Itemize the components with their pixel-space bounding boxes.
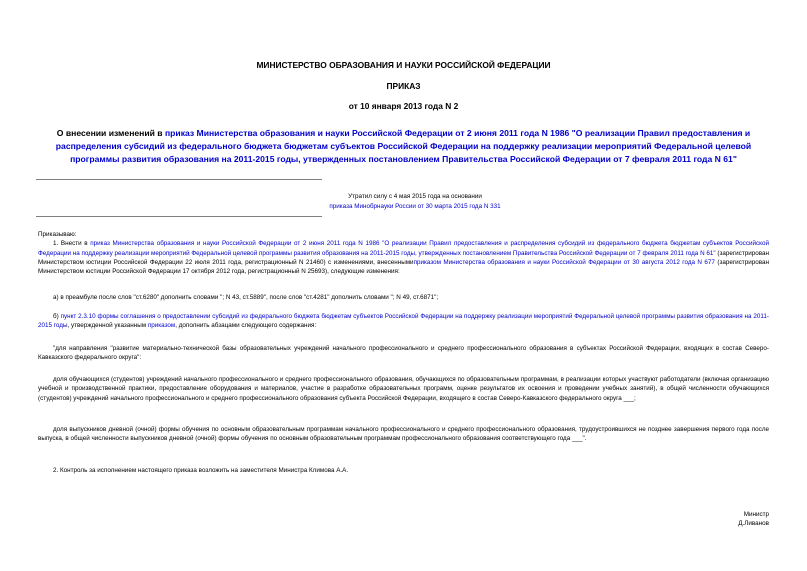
paragraph-1: 1. Внести в приказ Министерства образования и науки Российской Федерации от 2 июня 2011 года N 1986 "О реализации Правил предоставления и распределения субсидий из федерального бюджета бюджетам субъектов Российской Федерации на поддержку реализации мероприятий Федеральной целевой программы развития образования на 2011-2015 годы, утвержденных постановлением Правительства Российской Федерации от 7 февраля 2011 года N 61" (зарегистрирован Министерством юстиции Российской Федерации 22 июля 2011 года, регистрационный N 21460) с изменениями, внесеннымиприказом Министерства образования и науки Российской Федерации от 30 августа 2012 года N 677 (зарегистрирован Министерством юстиции Российской Федерации 17 октября 2012 года, регистрационный N 25693), следующие изменения: <box>38 240 770 276</box>
date-number-heading: от 10 января 2013 года N 2 <box>348 101 459 111</box>
divider-bottom <box>36 216 322 217</box>
intro-line: Приказываю: <box>38 231 77 238</box>
title-order-link[interactable]: приказ Министерства образования и науки Российской Федерации от 2 июня 2011 года N 1986 "О реализации Правил предоставления и распределения субсидий из федерального бюджета бюджетам субъектов Российской Федерации на поддержку реализации мероприятий Федеральной целевой программы развития образования на 2011-2015 годы, утвержденных постановлением Правительства Российской Федерации от 7 февраля 2011 года N 61" <box>55 128 752 164</box>
divider-top <box>36 179 322 180</box>
order-1986-link[interactable]: приказ Министерства образования и науки Российской Федерации от 2 июня 2011 года N 1986 "О реализации Правил предоставления и распределения субсидий из федерального бюджета бюджетам субъектов Российской Федерации на поддержку реализации мероприятий Федеральной целевой программы развития образования на 2011-2015 годы, утвержденных постановлением Правительства Российской Федерации от 7 февраля 2011 года N 61" <box>38 240 770 257</box>
signature-name: Д.Ливанов <box>738 520 769 527</box>
paragraph-2: 2. Контроль за исполнением настоящего приказа возложить на заместителя Министра Климова А.А. <box>53 467 349 474</box>
agreement-form-link[interactable]: пункт 2.3.10 формы соглашения о предоставлении субсидий из федерального бюджета бюджетам субъектов Российской Федерации на поддержку реализации мероприятий Федеральной целевой программы развития образования на 2011-2015 годы <box>38 313 769 330</box>
quote-3: доля выпускников дневной (очной) формы обучения по основным образовательным программам начального профессионального и среднего профессионального образования, трудоустроившихся не позднее завершения первого года после выпуска, в общей численности выпускников дневной (очной) формы обучения по основным образовательным программам профессионального образования соответствующего года ___". <box>38 426 769 443</box>
signature-block <box>738 510 769 528</box>
title-prefix: О внесении изменений в <box>56 128 165 138</box>
order-677-link[interactable]: приказом Министерства образования и науки Российской Федерации от 30 августа 2012 года N 677 <box>413 258 715 266</box>
ministry-heading: МИНИСТЕРСТВО ОБРАЗОВАНИЯ И НАУКИ РОССИЙСКОЙ ФЕДЕРАЦИИ <box>256 60 551 70</box>
subparagraph-b: б) пункт 2.3.10 формы соглашения о предоставлении субсидий из федерального бюджета бюджетам субъектов Российской Федерации на поддержку реализации мероприятий Федеральной целевой программы развития образования на 2011-2015 годы, утвержденной указанным приказом, дополнить абзацами следующего содержания: <box>38 313 769 330</box>
repeal-order-link[interactable]: приказа Минобрнауки России от 30 марта 2015 года N 331 <box>329 203 501 210</box>
document-title <box>30 127 777 166</box>
subparagraph-a: а) в преамбуле после слов "ст.6280" дополнить словами "; N 43, ст.5889", после слов "ст.4281" дополнить словами "; N 49, ст.6871"; <box>53 294 439 301</box>
order-body <box>38 230 769 276</box>
doc-type-heading: ПРИКАЗ <box>386 81 421 91</box>
order-link[interactable]: приказом <box>147 322 176 330</box>
quote-2: доля обучающихся (студентов) учреждений начального профессионального и среднего профессионального образования, обучающихся по образовательным программам, в реализации которых участвуют работодатели (включая организацию учебной и производственной практики, предоставление оборудования и материалов, участие в разработке образовательных программ, оценке результатов их освоения и проведении учебных занятий), в общей численности обучающихся (студентов) учреждений начального профессионального и среднего профессионального образования субъекта Российской Федерации, входящего в состав Северо-Кавказского федерального округа ___; <box>38 376 769 402</box>
repeal-status <box>300 192 530 212</box>
signature-position: Министр <box>743 511 769 518</box>
repeal-status-text: Утратил силу с 4 мая 2015 года на основании <box>348 193 482 200</box>
quote-1: "для направления "развитие материально-технической базы образовательных учреждений начального профессионального и среднего профессионального образования в субъектах Российской Федерации, входящих в состав Северо-Кавказского федерального округа": <box>38 345 769 362</box>
